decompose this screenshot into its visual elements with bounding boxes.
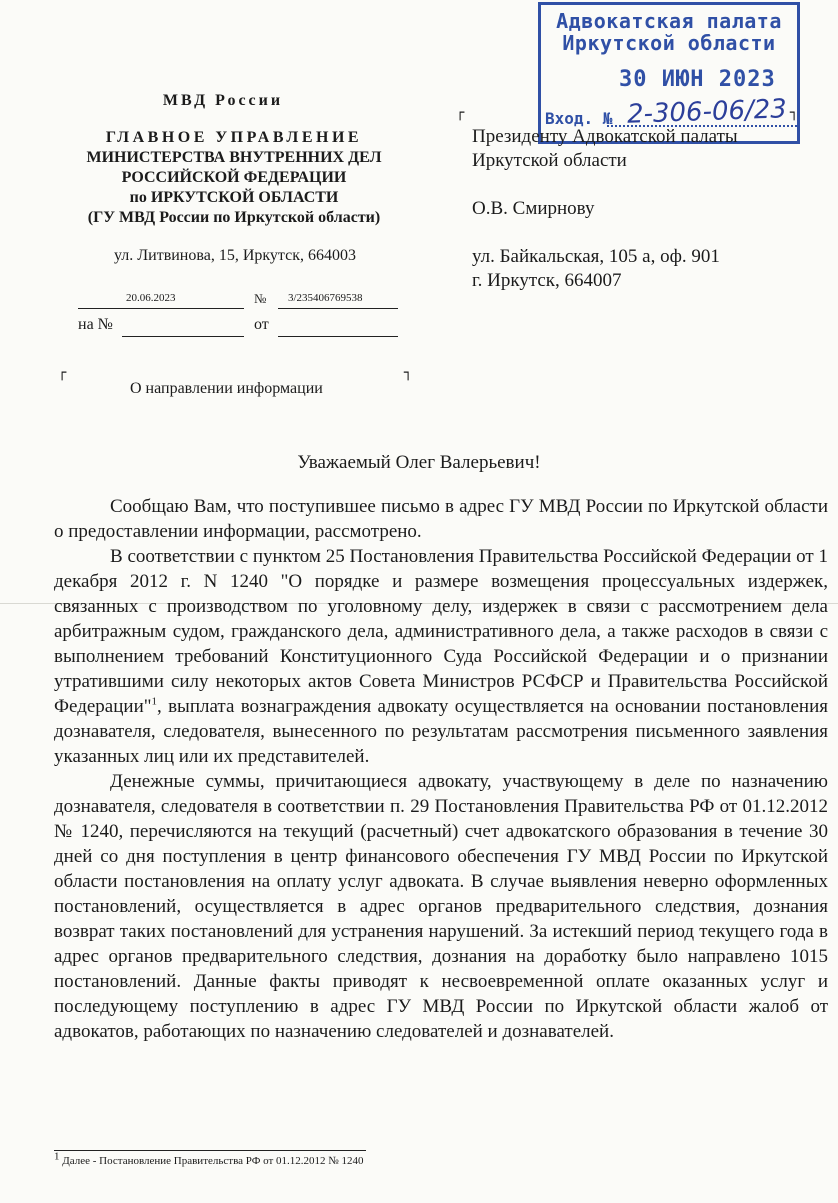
- reference-underline: [122, 336, 244, 337]
- outgoing-date: 20.06.2023: [126, 292, 176, 304]
- subject-right-bracket: ┐: [404, 365, 413, 381]
- reference-label: на №: [78, 316, 113, 333]
- letter-subject: О направлении информации: [130, 380, 323, 397]
- greeting: Уважаемый Олег Валерьевич!: [297, 452, 541, 473]
- recipient-left-bracket: ┌: [456, 105, 465, 121]
- stamp-incoming-number: 2-306-06/23: [626, 94, 788, 130]
- department-header: [58, 128, 410, 228]
- sender-address: ул. Литвинова, 15, Иркутск, 664003: [114, 247, 356, 264]
- recipient-block: [472, 125, 812, 293]
- recipient-name: О.В. Смирнову: [472, 198, 595, 219]
- footnote-reference: 1: [151, 695, 157, 708]
- incoming-stamp: [538, 2, 800, 144]
- department-line4: по ИРКУТСКОЙ ОБЛАСТИ: [129, 189, 339, 206]
- paragraph-3: Денежные суммы, причитающиеся адвокату, участвующему в деле по назначению дознавателя, следователя в соответствии п. 29 Постановления Правительства РФ от 01.12.2012 № 1240, перечисляются на текущий (расчетный) счет адвокатского образования в течение 30 дней со дня поступления в центр финансового обеспечения ГУ МВД России по Иркутской области постановления на оплату услуг адвоката. В случае выявления неверно оформленных постановлений, осуществляется в адрес органов предварительного следствия, дознания возврат таких постановлений для устранения нарушений. За истекший период текущего года в адрес органов предварительного следствия, дознания на доработку было направлено 1015 постановлений. Данные факты приводят к несвоевременной оплате оказанных услуг и последующему поступлению в адрес ГУ МВД России по Иркутской области жалоб от адвокатов, работающих по назначению следователей и дознавателей.: [54, 771, 828, 1042]
- recipient-position-line1: Президенту Адвокатской палаты: [472, 126, 738, 147]
- recipient-address-line2: г. Иркутск, 664007: [472, 270, 622, 291]
- footnote-mark: 1: [54, 1150, 60, 1163]
- paragraph-2: [54, 544, 828, 769]
- department-line1: ГЛАВНОЕ УПРАВЛЕНИЕ: [105, 129, 363, 146]
- footnote-separator: [54, 1150, 366, 1151]
- department-line5: (ГУ МВД России по Иркутской области): [87, 209, 381, 226]
- stamp-date: 30 ИЮН 2023: [619, 67, 776, 92]
- ministry-name: МВД России: [162, 92, 284, 109]
- number-underline: [278, 308, 398, 309]
- from-underline: [278, 336, 398, 337]
- recipient-address-line1: ул. Байкальская, 105 а, оф. 901: [472, 246, 720, 267]
- paragraph-2-end: , выплата вознаграждения адвокату осуществляется на основании постановления дознавателя, следователя, вынесенного по результатам рассмотрения письменного заявления указанных лиц или их представителей.: [54, 696, 828, 767]
- footnote-text: Далее - Постановление Правительства РФ от 01.12.2012 № 1240: [59, 1155, 364, 1167]
- date-underline: [78, 308, 244, 309]
- recipient-right-bracket: ┐: [790, 105, 799, 121]
- paragraph-1: Сообщаю Вам, что поступившее письмо в адрес ГУ МВД России по Иркутской области о предоставлении информации, рассмотрено.: [54, 496, 828, 542]
- letter-body: [54, 494, 828, 1044]
- recipient-position-line2: Иркутской области: [472, 150, 627, 171]
- department-line2: МИНИСТЕРСТВА ВНУТРЕННИХ ДЕЛ: [86, 149, 382, 166]
- from-label: от: [254, 316, 269, 333]
- subject-left-bracket: ┌: [58, 365, 67, 381]
- stamp-org-line2: Иркутской области: [562, 31, 776, 55]
- department-line3: РОССИЙСКОЙ ФЕДЕРАЦИИ: [121, 169, 347, 186]
- paragraph-2-start: В соответствии с пунктом 25 Постановления Правительства Российской Федерации от 1 декабря 2012 г. N 1240 "О порядке и размере возмещения процессуальных издержек, связанных с производством по уголовному делу, издержек в связи с рассмотрением дела арбитражным судом, гражданского дела, административного дела, а также расходов в связи с выполнением требований Конституционного Суда Российской Федерации и о признании утратившими силу некоторых актов Совета Министров РСФСР и Правительства Российской Федерации": [54, 546, 828, 717]
- outgoing-number: 3/235406769538: [288, 292, 363, 304]
- footnote: [54, 1150, 834, 1167]
- stamp-incoming-label: Вход. №: [545, 109, 613, 128]
- stamp-org-line1: Адвокатская палата: [556, 9, 782, 33]
- number-sign: №: [254, 291, 267, 306]
